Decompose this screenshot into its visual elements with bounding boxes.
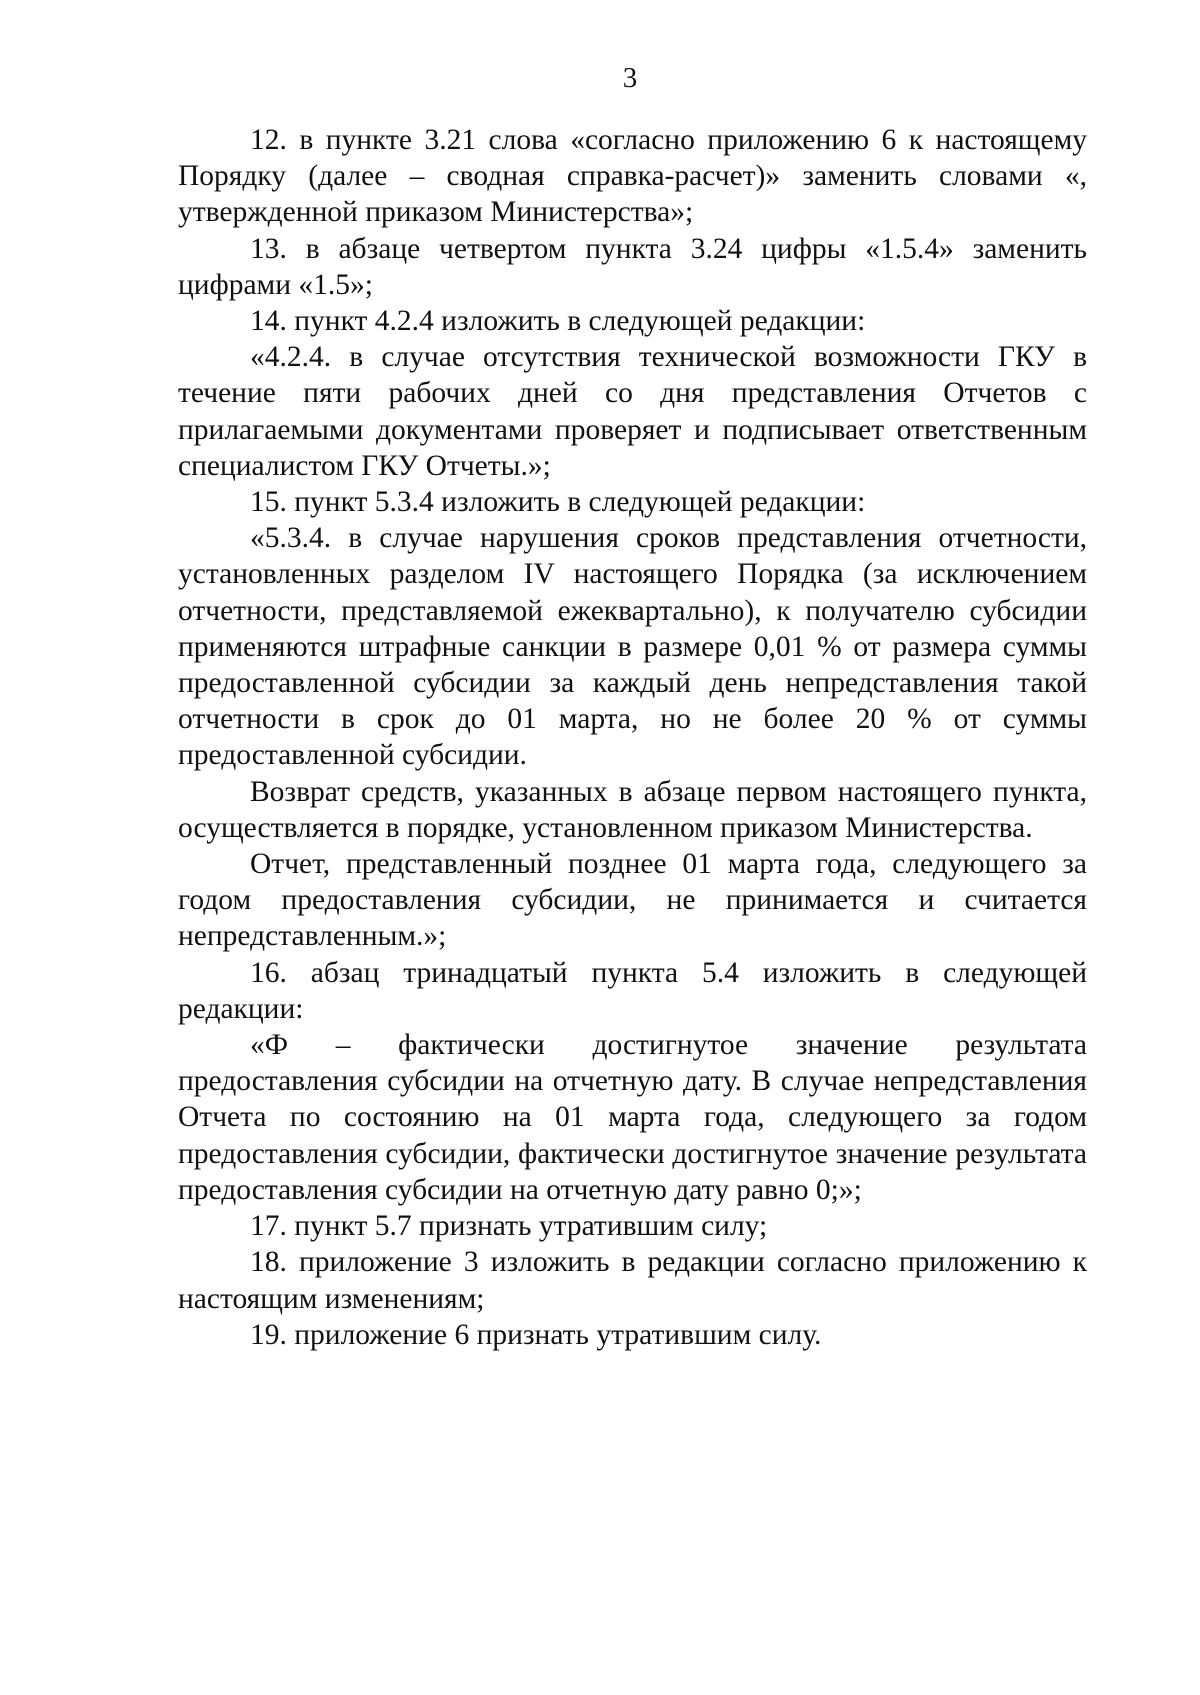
paragraph-item-16: 16. абзац тринадцатый пункта 5.4 изложить в следующей редакции: — [178, 956, 1087, 1025]
page-number: 3 — [622, 62, 638, 94]
paragraph-report-late: Отчет, представленный позднее 01 марта года, следующего за годом предоставления субсидии, не принимается и считается непредставленным.»; — [178, 848, 1087, 953]
paragraph-item-14: 14. пункт 4.2.4 изложить в следующей редакции: — [250, 305, 866, 338]
paragraph-quote-4-2-4: «4.2.4. в случае отсутствия технической возможности ГКУ в течение пяти рабочих дней со дня представления Отчетов с прилагаемыми документами проверяет и подписывает ответственным специалистом ГКУ Отчеты.»; — [178, 341, 1087, 482]
document-body — [178, 122, 1087, 1353]
paragraph-item-17: 17. пункт 5.7 признать утратившим силу; — [250, 1210, 768, 1243]
paragraph-item-19: 19. приложение 6 признать утратившим силу. — [250, 1318, 822, 1351]
paragraph-item-12: 12. в пункте 3.21 слова «согласно приложению 6 к настоящему Порядку (далее – сводная справка-расчет)» заменить словами «, утвержденной приказом Министерства»; — [178, 124, 1087, 229]
paragraph-item-13: 13. в абзаце четвертом пункта 3.24 цифры «1.5.4» заменить цифрами «1.5»; — [178, 232, 1087, 301]
paragraph-quote-f-value: «Ф – фактически достигнутое значение результата предоставления субсидии на отчетную дату. В случае непредставления Отчета по состоянию на 01 марта года, следующего за годом предоставления субсидии, фактически достигнутое значение результата предоставления субсидии на отчетную дату равно 0;»; — [178, 1029, 1087, 1206]
paragraph-item-15: 15. пункт 5.3.4 изложить в следующей редакции: — [250, 486, 866, 519]
paragraph-quote-5-3-4: «5.3.4. в случае нарушения сроков представления отчетности, установленных разделом IV настоящего Порядка (за исключением отчетности, представляемой ежеквартально), к получателю субсидии применяются штрафные санкции в размере 0,01 % от размера суммы предоставленной субсидии за каждый день непредставления такой отчетности в срок до 01 марта, но не более 20 % от суммы предоставленной субсидии. — [178, 522, 1087, 772]
paragraph-item-18: 18. приложение 3 изложить в редакции согласно приложению к настоящим изменениям; — [178, 1246, 1087, 1315]
paragraph-refund: Возврат средств, указанных в абзаце первом настоящего пункта, осуществляется в порядке, установленном приказом Министерства. — [178, 775, 1087, 844]
